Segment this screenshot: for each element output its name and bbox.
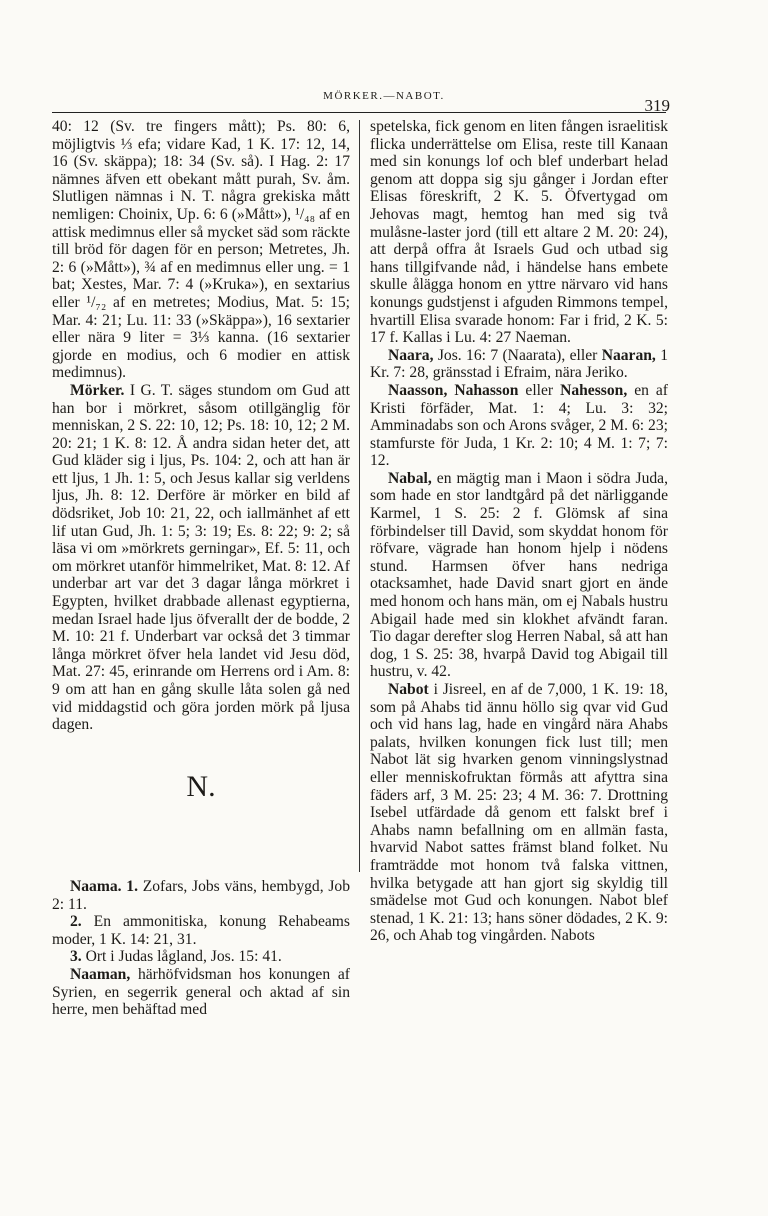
entry-naara-text: Jos. 16: 7 (Naarata), eller <box>433 346 602 364</box>
entry-morker <box>52 382 350 734</box>
sense-text: En ammonitiska, konung Rehabeams moder, 1 K. 14: 21, 31. <box>52 913 350 948</box>
sense-text: Ort i Judas lågland, Jos. 15: 41. <box>81 948 282 966</box>
sense-number: 3. <box>70 948 82 966</box>
entry-nabot-text: i Jisreel, en af de 7,000, 1 K. 19: 18, som på Ahabs tid ännu höllo sig qvar vid Gud och vid hans lag, hade en vingård nära Ahabs palats, hvilken konungen fick lust till; men Nabot lät sig hvarken genom vinningslystnad eller menniskofruktan förmås att afyttra sina fäders arf, 3 M. 25: 23; 4 M. 36: 7. Drottning Isebel utfärdade då genom ett falskt bref i Ahabs namn befallning om en allmän fasta, hvarvid Nabot sattes främst bland folket. Nu framträdde mot honom två falska vittnen, hvilka betygade att han gjort sig skyldig till smädelse mot Gud och konungen. Nabot blef stenad, 1 K. 21: 13; hans söner dödades, 2 K. 9: 26, och Ahab tog vingården. Nabots <box>370 681 668 945</box>
entry-nabal <box>370 470 668 681</box>
entry-naaman <box>52 966 350 1019</box>
running-title: MÖRKER.—NABOT. <box>323 90 445 102</box>
entry-nabot <box>370 681 668 945</box>
entry-naara <box>370 347 668 382</box>
measure-paragraph: 40: 12 (Sv. tre fingers mått); Ps. 80: 6, möjligtvis ⅓ efa; vidare Kad, 1 K. 17: 12, 14, 16 (Sv. skäppa); 18: 34 (Sv. så). I Hag. 2: 17 nämnes äfven ett obekant mått purah, Sv. åm. Slutligen nämnas i N. T. några grekiska mått nemligen: Choinix, Up. 6: 6 (»Mått»), ¹/₄₈ af en attisk medimnus eller så mycket säd som räckte till bröd för dagen för en person; Metretes, Jh. 2: 6 (»Mått»), ¾ af en medimnus eller ung. = 1 bat; Xestes, Mar. 7: 4 (»Kruka»), en sextarius eller ¹/₇₂ af en metretes; Modius, Mat. 5: 15; Mar. 4: 21; Lu. 11: 33 (»Skäppa»), 16 sextarier eller nära 9 liter = 3⅓ kanna. (16 sextarier gjorde en modius, och 6 modier en attisk medimnus). <box>52 118 350 382</box>
headword-naaman: Naaman, <box>70 965 131 983</box>
sense-text: Zofars, Jobs väns, hembygd, Job 2: 11. <box>52 878 350 913</box>
entry-naaran-text: 1 Kr. 7: 28, gränsstad i Efraim, nära Jeriko. <box>370 346 669 382</box>
column-divider <box>359 120 360 872</box>
entry-naama-sense-3 <box>52 948 350 966</box>
page-number: 319 <box>644 96 670 115</box>
naaman-continued: spetelska, fick genom en liten fången israelitisk flicka underrättelse om Elisa, reste till Kanaan med sin konungs lof och blef underbart helad genom att doppa sig sju gånger i Jordan efter Elisas föreskrift, 2 K. 5. Öfvertygad om Jehovas magt, hemtog han med sig två mulåsne-laster jord (till ett altare 2 M. 20: 24), att derpå offra åt Israels Gud och utbad sig hans tillgifvande nåd, i händelse hans embete skulle ålägga honom en yttre närvaro vid hans konungs gudstjenst i afguden Rimmons tempel, hvartill Elisa svarade honom: Far i frid, 2 K. 5: 17 f. Kallas i Lu. 4: 27 Naeman. <box>370 118 668 347</box>
entry-naasson-text: eller <box>518 381 561 399</box>
headword-morker: Mörker. <box>70 381 125 399</box>
right-column <box>370 118 668 945</box>
entry-naama-sense-2 <box>52 913 350 948</box>
headword-naara: Naara, <box>388 346 434 364</box>
left-column <box>52 118 350 1019</box>
header-rule <box>52 112 666 113</box>
entry-naasson <box>370 382 668 470</box>
left-upper-block <box>52 118 350 878</box>
headword-naaran: Naaran, <box>601 346 656 364</box>
headword-nahesson: Nahesson, <box>560 381 628 399</box>
headword-naasson: Naasson, Nahasson <box>388 381 519 399</box>
sense-number: 2. <box>70 913 82 931</box>
sense-number: 1. <box>126 878 138 895</box>
entry-nahesson-text: en af Kristi förfäder, Mat. 1: 4; Lu. 3: 32; Amminadabs son och Arons svåger, 2 M. 6: 23; stamfurste för Juda, 1 Kr. 2: 10; 4 M. 1: 7; 7: 12. <box>370 381 668 470</box>
headword-nabot: Nabot <box>388 681 429 698</box>
headword-nabal: Nabal, <box>388 469 432 487</box>
entry-nabal-text: en mägtig man i Maon i södra Juda, som hade en stor landtgård på det närliggande Karmel, 1 S. 25: 2 f. Glömsk af sina förbindelser till David, som skyddat honom för röfvare, vägrade han honom hjelp i nödens stund. Harmsen öfver hans nedriga otacksamhet, hade David snart gjort en ände med honom och hans män, om ej Nabals hustru Abigail hade med sin klokhet afvändt faran. Tio dagar derefter slog Herren Nabal, så att han dog, 1 S. 25: 38, hvarpå David tog Abigail till hustru, v. 42. <box>370 469 668 681</box>
entry-naama <box>52 878 350 913</box>
entry-morker-text: I G. T. säges stundom om Gud att han bor i mörkret, såsom otillgänglig för menniskan, 2 S. 22: 10, 12; Ps. 18: 10, 12; 2 M. 20: 21; 1 K. 8: 12. Å andra sidan heter det, att Gud kläder sig i ljus, Ps. 104: 2, och att han är ett ljus, 1 Jh. 1: 5, och Jesus kallar sig verldens ljus, Jh. 8: 12. Derföre är mörker en bild af dödsriket, Job 10: 21, 22, och iallmänhet af ett lif utan Gud, Jh. 1: 5; 3: 19; Es. 8: 22; 9: 2; så läsa vi om »mörkrets gerningar», Ef. 5: 11, och om mörkret utanför himmelriket, Mat. 8: 12. Af underbar art var det 3 dagar långa mörkret i Egypten, hvilket drabbade allenast egyptierna, medan Israel hade ljus öfverallt der de bodde, 2 M. 10: 21 f. Underbart var också det 3 timmar långa mörkret öfver hela landet vid Jesu död, Mat. 27: 45, erinrande om Herrens ord i Am. 8: 9 om att han en gång skulle låta solen gå ned vid middagstid och göra jorden mörk på ljusa dagen. <box>52 381 350 734</box>
section-letter: N. <box>186 769 216 803</box>
headword-naama: Naama. <box>70 878 122 895</box>
entry-naaman-text: härhöfvidsman hos konungen af Syrien, en segerrik general och aktad af sin herre, men behäftad med <box>52 965 350 1019</box>
